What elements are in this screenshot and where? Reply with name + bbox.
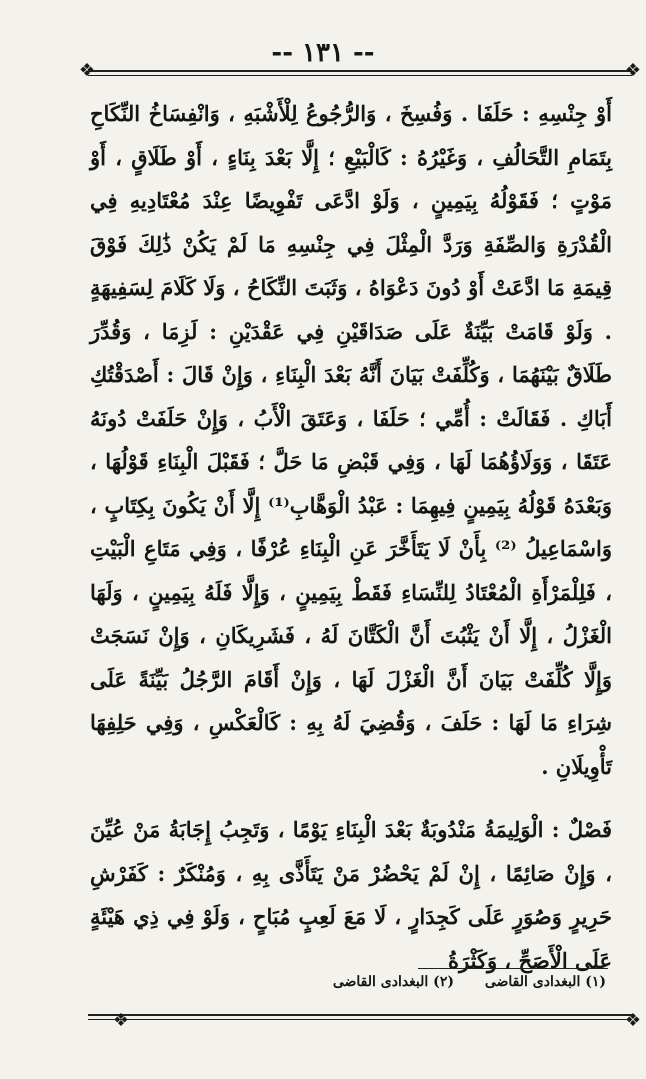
footnote: (١) البغدادى القاضى (484, 974, 606, 990)
footnote: (٢) البغدادى القاضى (332, 974, 454, 990)
bottom-rule (88, 1014, 632, 1020)
page-number: -- ١٣١ -- (271, 38, 375, 68)
ornament-icon: ❖ (78, 60, 96, 81)
main-text (90, 92, 612, 982)
paragraph: فَصْلٌ : الْوَلِيمَةُ مَنْدُوبَةٌ بَعْدَ الْبِنَاءِ يَوْمًا ، وَتَجِبُ إِجَابَةُ مَنْ عُيِّنَ ، وَإِنْ صَائِمًا ، إِنْ لَمْ يَحْضُرْ مَنْ يَتَأَذَّى بِهِ ، وَمُنْكَرٌ : كَفَرْشِ حَرِيرٍ وَصُوَرٍ عَلَى كَجِدَارٍ ، لَا مَعَ لَعِبٍ مُبَاحٍ ، وَلَوْ فِي ذِي هَيْئَةٍ عَلَى الْأَصَحِّ ، وَكَثْرَةُ (90, 817, 612, 973)
ornament-icon: ❖ (112, 1010, 130, 1031)
top-rule (88, 70, 632, 76)
ornament-icon: ❖ (624, 1010, 642, 1031)
paragraph: أَوْ جِنْسِهِ : حَلَفَا . وَفُسِخَ ، وَالرُّجُوعُ لِلْأَشْبَهِ ، وَانْفِسَاخُ النِّكَاحِ بِتَمَامِ التَّحَالُفِ ، وَغَيْرُهُ : كَالْبَيْعِ ؛ إِلَّا بَعْدَ بِنَاءٍ ، أَوْ طَلَاقٍ ، أَوْ مَوْتٍ ؛ فَقَوْلُهُ بِيَمِينٍ ، وَلَوْ ادَّعَى تَفْوِيضًا عِنْدَ مُعْتَادِيهِ فِي الْقُدْرَةِ وَالصِّفَةِ وَرَدَّ الْمِثْلَ فِي جِنْسِهِ مَا لَمْ يَكُنْ ذَٰلِكَ فَوْقَ قِيمَةِ مَا ادَّعَتْ أَوْ دُونَ دَعْوَاهُ ، وَثَبَتَ النِّكَاحُ ، وَلَا كَلَامَ لِسَفِيهَةٍ . وَلَوْ قَامَتْ بَيِّنَةٌ عَلَى صَدَاقَيْنِ فِي عَقْدَيْنِ : لَزِمَا ، وَقُدِّرَ طَلَاقٌ بَيْنَهُمَا ، وَكُلِّفَتْ بَيَانَ أَنَّهُ بَعْدَ الْبِنَاءِ ، وَإِنْ قَالَ : أَصْدَقْتُكِ أَبَاكِ . فَقَالَتْ : أُمِّي ؛ حَلَفَا ، وَعَتَقَ الْأَبُ ، وَإِنْ حَلَفَتْ دُونَهُ عَتَقَا ، وَوَلَاؤُهُمَا لَهَا ، وَفِي قَبْضِ مَا حَلَّ ؛ فَقَبْلَ الْبِنَاءِ قَوْلُهَا ، وَبَعْدَهُ قَوْلُهُ بِيَمِينٍ فِيهِمَا : عَبْدُ الْوَهَّابِ⁽¹⁾ إِلَّا أَنْ يَكُونَ بِكِتَابٍ ، وَاسْمَاعِيلُ ⁽²⁾ بِأَنْ لَا يَتَأَخَّرَ عَنِ الْبِنَاءِ عُرْفًا ، وَفِي مَتَاعِ الْبَيْتِ ، فَلِلْمَرْأَةِ الْمُعْتَادُ لِلنِّسَاءِ فَقَطْ بِيَمِينٍ ، وَإِلَّا فَلَهُ بِيَمِينٍ ، وَلَهَا الْغَزْلُ ، إِلَّا أَنْ يَثْبُتَ أَنَّ الْكَتَّانَ لَهُ ، فَشَرِيكَانِ ، وَإِنْ نَسَجَتْ وَإِلَّا كُلِّفَتْ بَيَانَ أَنَّ الْغَزْلَ لَهَا ، وَإِنْ أَقَامَ الرَّجُلُ بَيِّنَةً عَلَى شِرَاءِ مَا لَهَا : حَلَفَ ، وَقُضِيَ لَهُ بِهِ : كَالْعَكْسِ ، وَفِي حَلِفِهَا تَأْوِيلَانِ . (90, 101, 612, 779)
footnotes (307, 974, 606, 990)
footnote-divider (418, 968, 608, 969)
ornament-icon: ❖ (624, 60, 642, 81)
